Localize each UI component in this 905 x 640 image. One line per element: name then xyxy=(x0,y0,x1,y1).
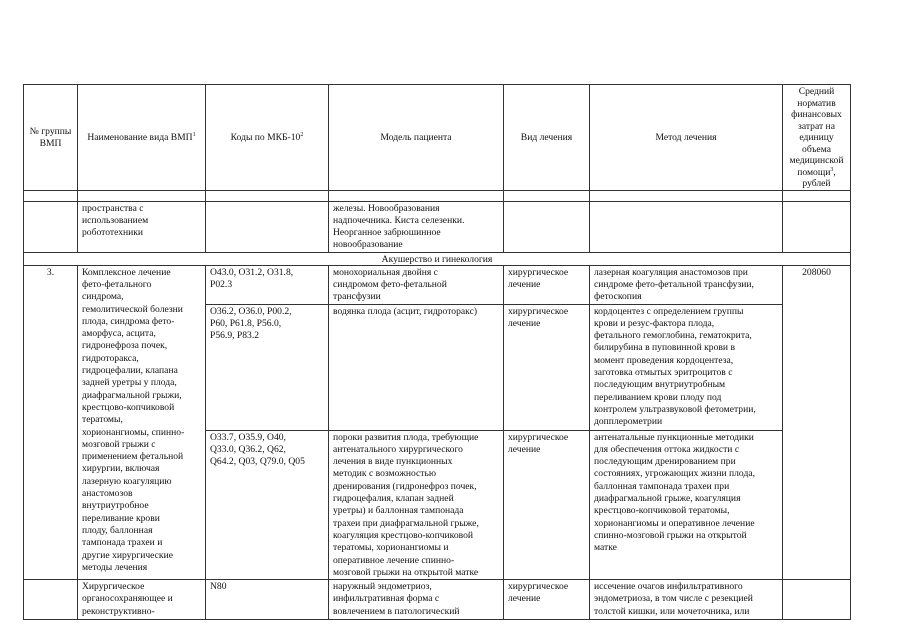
group3-row-1 xyxy=(24,265,851,304)
continuation-row xyxy=(24,201,851,252)
header-treatment-method: Метод лечения xyxy=(590,85,783,191)
last-kind: хирургическое лечение xyxy=(504,580,590,620)
header-type-name: Наименование вида ВМП$^1$ xyxy=(78,85,206,191)
header-treatment-kind: Вид лечения xyxy=(504,85,590,191)
kind-cell: хирургическое лечение xyxy=(504,430,590,580)
codes-cell: O33.7, O35.9, O40, Q33.0, Q36.2, Q62, Q64.2, Q03, Q79.0, Q05 xyxy=(206,430,329,580)
header-row xyxy=(24,85,851,191)
group3-type-name: Комплексное лечение фето-фетального синдрома, гемолитической болезни плода, синдрома фето- аморфуса, асцита, гидронефроза почек, гидроторакса, гидроцефалии, клапана задней уретры у плода, диафрагмальной грыжи, крестцово-копчиковой тератомы, хорионангиомы, спинно- мозговой грыжи с применением фетальной хирургии, включая лазерную коагуляцию анастомозов внутриутробное переливание крови плоду, баллонная тампонада трахеи и другие хирургические методы лечения xyxy=(78,265,206,579)
last-type-name: Хирургическое органосохраняющее и реконструктивно- xyxy=(78,580,206,620)
model-cell: водянка плода (асцит, гидроторакс) xyxy=(329,304,504,430)
method-cell: лазерная коагуляция анастомозов при синдроме фето-фетальной трансфузии, фетоскопия xyxy=(590,265,783,304)
footnote-1: 1 xyxy=(192,131,196,138)
section-title: Акушерство и гинекология xyxy=(24,252,851,265)
header-group-number: № группы ВМП xyxy=(24,85,78,191)
last-codes: N80 xyxy=(206,580,329,620)
kind-cell: хирургическое лечение xyxy=(504,265,590,304)
codes-cell: O36.2, O36.0, P00.2, P60, P61.8, P56.0, P56.9, P83.2 xyxy=(206,304,329,430)
method-cell: кордоцентез с определением группы крови и резус-фактора плода, фетального гемоглобина, гематокрита, билирубина в пуповинной крови в момент проведения кордоцентеза, заготовка отмытых эритроцитов с последующим внутриутробным переливанием крови плоду под контролем ультразвуковой фетометрии, допплерометрии xyxy=(590,304,783,430)
cont-patient-model: железы. Новообразования надпочечника. Киста селезенки. Неорганное забрюшинное новообразование xyxy=(329,201,504,252)
footnote-2: 2 xyxy=(300,131,304,138)
vmp-table xyxy=(23,84,851,620)
codes-cell: O43.0, O31.2, O31.8, P02.3 xyxy=(206,265,329,304)
group-number: 3. xyxy=(24,265,78,579)
kind-cell: хирургическое лечение xyxy=(504,304,590,430)
spacer-row xyxy=(24,190,851,201)
footnote-3: 3 xyxy=(830,166,834,173)
last-method: иссечение очагов инфильтративного эндометриоза, в том числе с резекцией толстой кишки, или мочеточника, или xyxy=(590,580,783,620)
last-model: наружный эндометриоз, инфильтративная форма с вовлечением в патологический xyxy=(329,580,504,620)
last-row xyxy=(24,580,851,620)
method-cell: антенатальные пункционные методики для обеспечения оттока жидкости с последующим дренированием при состояниях, угрожающих жизни плода, баллонная тампонада трахеи при диафрагмальной грыже, коагуляция крестцово-копчиковой тератомы, хорионангиомы и оперативное лечение спинно-мозговой грыжи на открытой матке xyxy=(590,430,783,580)
model-cell: монохориальная двойня с синдромом фето-фетальной трансфузии xyxy=(329,265,504,304)
model-cell: пороки развития плода, требующие антенатального хирургического лечения в виде пункционных методик с возможностью дренирования (гидронефроз почек, гидроцефалия, клапан задней уретры) и баллонная тампонада трахеи при диафрагмальной грыже, коагуляция крестцово-копчиковой тератомы, хорионангиомы и оперативное лечение спинно- мозговой грыжи на открытой матке xyxy=(329,430,504,580)
section-row xyxy=(24,252,851,265)
cont-type-name: пространства с использованием робототехники xyxy=(78,201,206,252)
header-icd-codes: Коды по МКБ-$10^2$ xyxy=(206,85,329,191)
header-cost: Средний норматив финансовых затрат на единицу объема медицинской помощи$^3$, рублей xyxy=(783,85,851,191)
cost-value: 208060 xyxy=(783,265,851,579)
header-patient-model: Модель пациента xyxy=(329,85,504,191)
